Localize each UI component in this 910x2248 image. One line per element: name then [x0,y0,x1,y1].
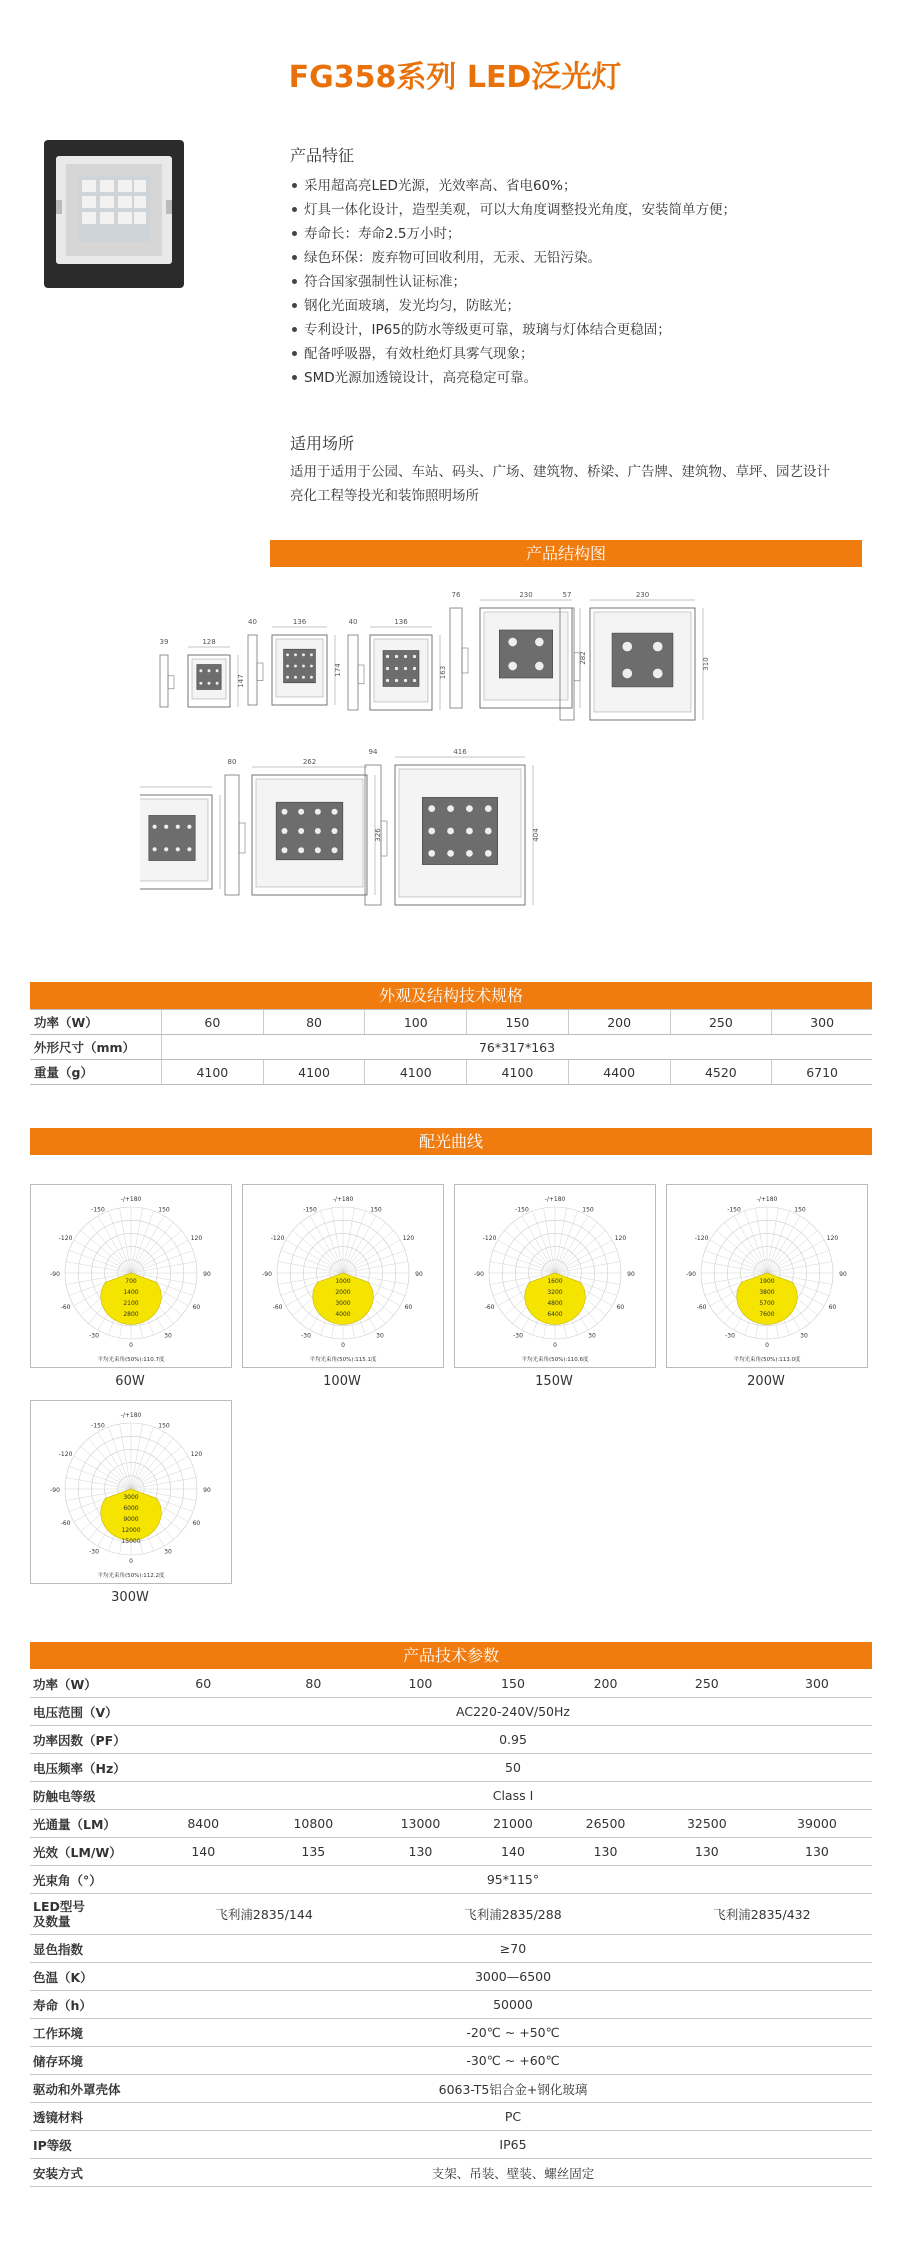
param-label: 功率（W） [30,1670,154,1698]
ring-value: 5700 [759,1300,775,1307]
spec-value: 200 [568,1010,670,1035]
curves-bar: 配光曲线 [30,1128,872,1155]
feature-item: 采用超高亮LED光源，光效率高、省电60%； [290,174,850,198]
ring-value: 12000 [121,1527,141,1534]
param-value: 250 [652,1670,762,1698]
angle-label: -90 [474,1271,484,1278]
param-value: 200 [559,1670,652,1698]
angle-label: -90 [686,1271,696,1278]
param-row [30,1726,872,1754]
angle-label: -90 [50,1271,60,1278]
application-section [290,432,830,508]
spec-value: 4100 [365,1060,467,1085]
param-label: 功率因数（PF） [30,1726,154,1754]
structure-drawing [365,748,540,905]
angle-label: 90 [627,1271,635,1278]
param-label: 电压频率（Hz） [30,1754,154,1782]
angle-label: -60 [272,1304,283,1311]
param-label: 驱动和外罩壳体 [30,2075,154,2103]
param-value: 130 [652,1838,762,1866]
angle-label: 60 [192,1304,201,1311]
ring-value: 2000 [335,1289,351,1296]
angle-label: 120 [826,1235,839,1242]
angle-label: -150 [91,1422,105,1430]
feature-item: 符合国家强制性认证标准； [290,270,850,294]
dimension-label: 163 [439,665,447,680]
ring-value: 2800 [123,1311,139,1318]
param-row [30,2159,872,2187]
angle-label: 60 [828,1304,837,1311]
ring-value: 1900 [759,1278,775,1285]
param-value: 支架、吊装、壁装、螺丝固定 [154,2159,872,2187]
param-row [30,2047,872,2075]
spec-row [30,1035,872,1060]
ring-value: 15000 [121,1538,141,1545]
ring-value: 9000 [123,1516,139,1523]
angle-label: -/+180 [332,1196,354,1203]
light-curve-chart [242,1184,444,1368]
params-bar: 产品技术参数 [30,1642,872,1669]
structure-drawing [160,638,245,707]
curve-label: 60W [115,1374,145,1389]
param-value: IP65 [154,2131,872,2159]
param-value: 130 [762,1838,872,1866]
param-label: 透镜材料 [30,2103,154,2131]
light-curve-chart [30,1400,232,1584]
param-label: 防触电等级 [30,1782,154,1810]
spec-value: 4520 [670,1060,772,1085]
angle-label: -90 [50,1487,60,1494]
param-value: 13000 [374,1810,467,1838]
angle-label: -120 [482,1235,497,1242]
angle-label: 90 [203,1487,211,1494]
angle-label: -60 [484,1304,495,1311]
dimension-label: 80 [227,758,237,766]
param-row [30,1810,872,1838]
spec-value: 4100 [263,1060,365,1085]
ring-value: 1600 [547,1278,563,1285]
param-value: AC220-240V/50Hz [154,1698,872,1726]
spec-value: 4100 [162,1060,264,1085]
product-photo [44,140,184,288]
angle-label: 0 [553,1342,557,1349]
param-value: -20℃ ~ +50℃ [154,2019,872,2047]
dimension-label: 262 [302,758,317,766]
param-value: 60 [154,1670,252,1698]
feature-item: 专利设计，IP65的防水等级更可靠，玻璃与灯体结合更稳固； [290,318,850,342]
param-value: -30℃ ~ +60℃ [154,2047,872,2075]
angle-label: -150 [515,1206,529,1214]
angle-label: -120 [58,1235,73,1242]
angle-label: -120 [270,1235,285,1242]
param-value: 130 [374,1838,467,1866]
structure-drawing [348,618,447,710]
angle-label: 60 [404,1304,413,1311]
angle-label: 0 [341,1342,345,1349]
param-label: 工作环境 [30,2019,154,2047]
angle-label: -150 [91,1206,105,1214]
spec-value: 76*317*163 [162,1035,873,1060]
angle-label: -60 [696,1304,707,1311]
param-value: 100 [374,1670,467,1698]
param-row [30,1670,872,1698]
features-heading: 产品特征 [290,146,355,165]
angle-label: -90 [262,1271,272,1278]
structure-drawing [450,591,587,708]
param-value: 300 [762,1670,872,1698]
param-value: 8400 [154,1810,252,1838]
param-value: 32500 [652,1810,762,1838]
ring-value: 1400 [123,1289,139,1296]
dimension-label: 94 [368,748,378,756]
param-row [30,2075,872,2103]
feature-item: 配备呼吸器，有效杜绝灯具雾气现象； [290,342,850,366]
dimension-label: 230 [519,591,533,599]
ring-value: 3800 [759,1289,775,1296]
param-row [30,1754,872,1782]
dimension-label: 230 [635,591,650,599]
param-value: 50000 [154,1991,872,2019]
dimension-label: 57 [562,591,572,599]
ring-value: 6000 [123,1505,139,1512]
param-label: 安装方式 [30,2159,154,2187]
spec-value: 250 [670,1010,772,1035]
angle-label: 0 [129,1558,133,1565]
angle-label: 30 [588,1332,596,1340]
param-value: 10800 [252,1810,374,1838]
param-label: 储存环境 [30,2047,154,2075]
angle-label: -/+180 [120,1196,142,1203]
param-label: 显色指数 [30,1935,154,1963]
ring-value: 700 [125,1278,137,1285]
structure-bar: 产品结构图 [270,540,862,567]
angle-label: -60 [60,1520,71,1527]
angle-label: -30 [89,1332,99,1340]
spec-value: 4400 [568,1060,670,1085]
dimension-label: 147 [237,674,245,688]
angle-label: -60 [60,1304,71,1311]
param-value: 95*115° [154,1866,872,1894]
dimension-label: 40 [348,618,358,626]
ring-value: 7600 [759,1311,775,1318]
ring-value: 6400 [547,1311,563,1318]
features-list [290,174,850,390]
param-label: IP等级 [30,2131,154,2159]
angle-label: 0 [129,1342,133,1349]
ring-value: 4000 [335,1311,351,1318]
param-value: 21000 [467,1810,560,1838]
spec-label: 重量（g） [30,1060,162,1085]
feature-item: 钢化光面玻璃，发光均匀，防眩光； [290,294,850,318]
spec-label: 外形尺寸（mm） [30,1035,162,1060]
dimension-label: 404 [532,828,540,842]
param-value: 26500 [559,1810,652,1838]
angle-label: 90 [839,1271,847,1278]
angle-label: 30 [164,1332,172,1340]
angle-label: 150 [158,1206,170,1214]
angle-label: 120 [402,1235,415,1242]
ring-value: 3000 [123,1494,139,1501]
light-curve-chart [454,1184,656,1368]
curve-label: 200W [747,1374,785,1389]
ring-value: 3200 [547,1289,563,1296]
param-value: 3000—6500 [154,1963,872,1991]
appearance-table [30,1009,872,1085]
ring-value: 3000 [335,1300,351,1307]
param-value: Class Ⅰ [154,1782,872,1810]
param-value: 飞利浦2835/432 [652,1894,872,1935]
angle-label: 30 [800,1332,808,1340]
param-row [30,1782,872,1810]
param-row [30,2019,872,2047]
angle-label: -120 [694,1235,709,1242]
param-value: PC [154,2103,872,2131]
angle-label: -30 [513,1332,523,1340]
angle-label: -/+180 [756,1196,778,1203]
params-table [30,1670,872,2187]
angle-label: -/+180 [544,1196,566,1203]
dimension-label: 39 [159,638,169,646]
param-row [30,1838,872,1866]
application-heading: 适用场所 [290,434,355,453]
structure-drawing [225,758,382,895]
angle-label: 90 [203,1271,211,1278]
angle-label: 150 [158,1422,170,1430]
angle-label: 150 [370,1206,382,1214]
spec-value: 300 [772,1010,872,1035]
appearance-bar: 外观及结构技术规格 [30,982,872,1009]
dimension-label: 40 [248,618,257,626]
application-text: 适用于适用于公园、车站、码头、广场、建筑物、桥梁、广告牌、建筑物、草坪、园艺设计亮化工程等投光和装饰照明场所 [290,464,830,504]
spec-value: 4100 [467,1060,569,1085]
param-label: 色温（K） [30,1963,154,1991]
light-curve-chart [30,1184,232,1368]
param-label: 光通量（LM） [30,1810,154,1838]
structure-drawing [248,618,342,705]
dimension-label: 128 [202,638,216,646]
beam-angle-note: 平均光束角(50%):110.6度 [521,1357,589,1363]
param-row [30,2131,872,2159]
param-label: 寿命（h） [30,1991,154,2019]
angle-label: 120 [190,1235,203,1242]
param-value: 0.95 [154,1726,872,1754]
curve-label: 150W [535,1374,573,1389]
beam-angle-note: 平均光束角(50%):112.2度 [97,1573,165,1579]
param-row [30,1963,872,1991]
structure-drawings [140,580,880,980]
feature-item: 寿命长：寿命2.5万小时； [290,222,850,246]
dimension-label: 174 [334,663,342,677]
param-row [30,1866,872,1894]
feature-item: 灯具一体化设计，造型美观，可以大角度调整投光角度，安装简单方便； [290,198,850,222]
spec-value: 80 [263,1010,365,1035]
param-row [30,2103,872,2131]
param-label: 电压范围（V） [30,1698,154,1726]
dimension-label: 136 [292,618,307,626]
page-title: FG358系列 LED泛光灯 [288,60,622,95]
angle-label: 30 [376,1332,384,1340]
curve-label: 300W [111,1590,149,1605]
param-value: 135 [252,1838,374,1866]
curve-label: 100W [323,1374,361,1389]
angle-label: -120 [58,1451,73,1458]
param-value: ≥70 [154,1935,872,1963]
spec-label: 功率（W） [30,1010,162,1035]
param-value: 150 [467,1670,560,1698]
param-value: 140 [154,1838,252,1866]
param-row [30,1894,872,1935]
angle-label: 150 [582,1206,594,1214]
ring-value: 1000 [335,1278,351,1285]
feature-item: 绿色环保：废弃物可回收利用，无汞、无铅污染。 [290,246,850,270]
angle-label: 150 [794,1206,806,1214]
param-value: 飞利浦2835/144 [154,1894,374,1935]
param-row [30,1935,872,1963]
dimension-label: 416 [453,748,467,756]
param-value: 飞利浦2835/288 [374,1894,652,1935]
dimension-label: 136 [394,618,408,626]
beam-angle-note: 平均光束角(50%):113.0度 [733,1357,801,1363]
dimension-label: 310 [702,657,710,671]
spec-value: 150 [467,1010,569,1035]
angle-label: 120 [614,1235,627,1242]
param-value: 130 [559,1838,652,1866]
spec-value: 60 [162,1010,264,1035]
spec-row [30,1060,872,1085]
beam-angle-note: 平均光束角(50%):115.1度 [309,1357,377,1363]
param-row [30,1991,872,2019]
angle-label: 60 [192,1520,201,1527]
angle-label: 0 [765,1342,769,1349]
param-label: 光效（LM/W） [30,1838,154,1866]
angle-label: 60 [616,1304,625,1311]
param-value: 80 [252,1670,374,1698]
param-value: 140 [467,1838,560,1866]
angle-label: -30 [301,1332,311,1340]
angle-label: -30 [725,1332,735,1340]
param-value: 6063-T5铝合金+钢化玻璃 [154,2075,872,2103]
angle-label: -30 [89,1548,99,1556]
beam-angle-note: 平均光束角(50%):110.7度 [97,1357,165,1363]
dimension-label: 282 [579,651,587,665]
light-curve-chart [666,1184,868,1368]
ring-value: 2100 [123,1300,139,1307]
features-section [290,144,850,390]
spec-value: 100 [365,1010,467,1035]
spec-row [30,1010,872,1035]
spec-value: 6710 [772,1060,872,1085]
dimension-label: 76 [451,591,461,599]
param-row [30,1698,872,1726]
angle-label: 120 [190,1451,203,1458]
angle-label: -/+180 [120,1412,142,1419]
angle-label: 90 [415,1271,423,1278]
param-value: 50 [154,1754,872,1782]
angle-label: -150 [303,1206,317,1214]
angle-label: -150 [727,1206,741,1214]
param-label: 光束角（°） [30,1866,154,1894]
structure-drawing [140,787,220,889]
param-label: LED型号 及数量 [30,1894,154,1935]
ring-value: 4800 [547,1300,563,1307]
param-value: 39000 [762,1810,872,1838]
angle-label: 30 [164,1548,172,1556]
feature-item: SMD光源加透镜设计，高亮稳定可靠。 [290,366,850,390]
dimension-label: 326 [374,828,382,842]
